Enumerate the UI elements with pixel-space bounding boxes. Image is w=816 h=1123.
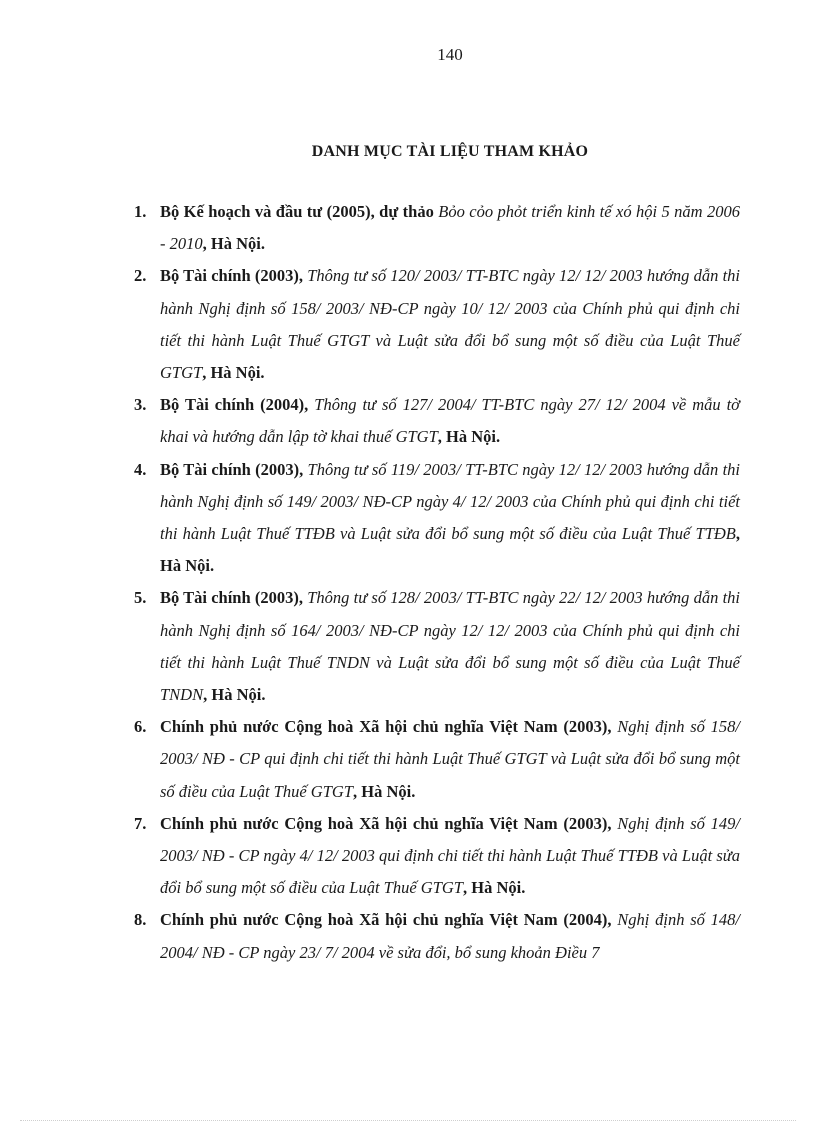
reference-place: , Hà Nội. <box>462 878 526 898</box>
reference-item <box>128 711 740 808</box>
reference-item <box>128 389 740 453</box>
reference-item <box>128 454 740 583</box>
reference-number: 7. <box>134 813 147 833</box>
reference-item <box>128 582 740 711</box>
reference-author: Bộ Tài chính (2003), <box>160 459 304 479</box>
reference-title: Thông tư số 119/ 2003/ TT-BTC ngày 12/ 12/ 2003 hướng dẫn thi hành Nghị định số 149/ 2003/ NĐ-CP ngày 4/ 12/ 2003 của Chính phủ qui định chi tiết thi hành Luật Thuế TTĐB và Luật sửa đổi bổ sung một số điều của Luật Thuế TTĐB <box>160 459 740 544</box>
reference-title: Nghị định số 149/ 2003/ NĐ - CP ngày 4/ 12/ 2003 qui định chi tiết thi hành Luật Thuế TTĐB và Luật sửa đổi bổ sung một số điều của Luật Thuế GTGT <box>160 813 740 898</box>
reference-item <box>128 260 740 389</box>
reference-author: Bộ Tài chính (2004), <box>160 395 309 415</box>
reference-number: 6. <box>134 717 147 737</box>
reference-author: Bộ Tài chính (2003), <box>160 266 303 286</box>
reference-place: , Hà Nội. <box>437 427 501 447</box>
reference-author: Bộ Tài chính (2003), <box>160 588 303 608</box>
reference-title: Thông tư số 128/ 2003/ TT-BTC ngày 22/ 12/ 2003 hướng dẫn thi hành Nghị định số 164/ 2003/ NĐ-CP ngày 12/ 12/ 2003 của Chính phủ qui định chi tiết thi hành Luật Thuế TNDN và Luật sửa đổi bổ sung một số điều của Luật Thuế TNDN <box>160 588 740 705</box>
reference-author: Chính phủ nước Cộng hoà Xã hội chủ nghĩa Việt Nam (2003), <box>160 813 612 833</box>
page-title: DANH MỤC TÀI LIỆU THAM KHẢO <box>311 143 589 160</box>
reference-title: Thông tư số 127/ 2004/ TT-BTC ngày 27/ 12/ 2004 về mẫu tờ khai và hướng dẫn lập tờ khai thuế GTGT <box>160 395 740 447</box>
page-bottom-divider <box>20 1120 796 1121</box>
reference-title: Nghị định số 148/ 2004/ NĐ - CP ngày 23/ 7/ 2004 về sửa đổi, bổ sung khoản Điều 7 <box>160 910 740 962</box>
reference-author: Chính phủ nước Cộng hoà Xã hội chủ nghĩa Việt Nam (2003), <box>160 717 612 737</box>
reference-place: , Hà Nội. <box>202 234 265 254</box>
page-number: 140 <box>437 45 463 64</box>
reference-title: Nghị định số 158/ 2003/ NĐ - CP qui định chi tiết thi hành Luật Thuế GTGT và Luật sửa đổi bổ sung một số điều của Luật Thuế GTGT <box>160 717 740 801</box>
reference-number: 8. <box>134 910 147 930</box>
reference-item <box>128 196 740 260</box>
reference-number: 4. <box>134 459 147 479</box>
reference-item <box>128 808 740 905</box>
reference-number: 5. <box>134 588 147 608</box>
reference-number: 3. <box>134 395 147 415</box>
reference-place: , Hà Nội. <box>202 363 265 383</box>
reference-author: Chính phủ nước Cộng hoà Xã hội chủ nghĩa Việt Nam (2004), <box>160 910 612 930</box>
reference-item <box>128 904 740 968</box>
reference-author: Bộ Kế hoạch và đầu tư (2005), dự thảo <box>160 202 434 221</box>
reference-number: 2. <box>134 266 147 286</box>
reference-place: , Hà Nội. <box>203 685 266 705</box>
reference-number: 1. <box>134 202 147 221</box>
reference-list <box>128 196 740 969</box>
reference-place: , Hà Nội. <box>352 781 416 801</box>
reference-title: Thông tư số 120/ 2003/ TT-BTC ngày 12/ 12/ 2003 hướng dẫn thi hành Nghị định số 158/ 2003/ NĐ-CP ngày 10/ 12/ 2003 của Chính phủ qui định chi tiết thi hành Luật Thuế GTGT và Luật sửa đổi bổ sung một số điều của Luật Thuế GTGT <box>160 266 740 383</box>
reference-place: , Hà Nội. <box>160 524 740 576</box>
reference-title: Bỏo cỏo phỏt triển kinh tế xó hội 5 năm 2006 - 2010 <box>160 202 740 254</box>
